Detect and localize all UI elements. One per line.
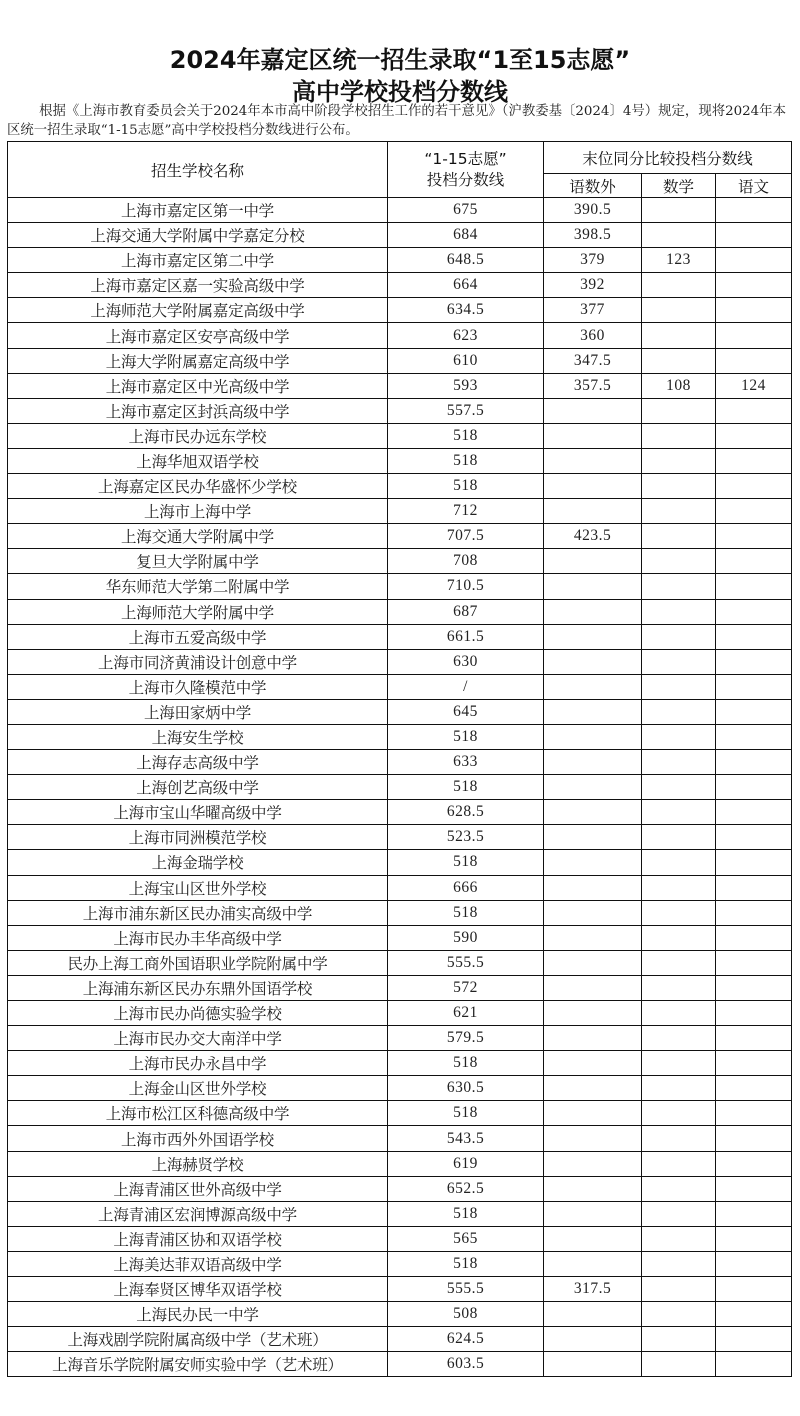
score-cell: 684 bbox=[388, 223, 544, 248]
table-row bbox=[8, 524, 792, 549]
score-cell: 687 bbox=[388, 599, 544, 624]
school-name-cell: 上海宝山区世外学校 bbox=[8, 875, 388, 900]
table-row bbox=[8, 1001, 792, 1026]
score-cell: 664 bbox=[388, 273, 544, 298]
math-cell: 108 bbox=[642, 373, 716, 398]
chinese-cell bbox=[716, 649, 792, 674]
chinese-cell bbox=[716, 975, 792, 1000]
chinese-cell bbox=[716, 775, 792, 800]
school-name-cell: 上海存志高级中学 bbox=[8, 750, 388, 775]
math-cell bbox=[642, 1327, 716, 1352]
ysw-cell: 377 bbox=[544, 298, 642, 323]
ysw-cell bbox=[544, 1051, 642, 1076]
ysw-cell bbox=[544, 699, 642, 724]
ysw-cell bbox=[544, 423, 642, 448]
document-title-line2: 高中学校投档分数线 bbox=[292, 78, 508, 106]
ysw-cell bbox=[544, 850, 642, 875]
math-cell bbox=[642, 423, 716, 448]
math-cell bbox=[642, 1201, 716, 1226]
table-row bbox=[8, 825, 792, 850]
chinese-cell bbox=[716, 1352, 792, 1377]
school-name-cell: 上海市西外外国语学校 bbox=[8, 1126, 388, 1151]
intro-paragraph: 根据《上海市教育委员会关于2024年本市高中阶段学校招生工作的若干意见》（沪教委基〔2024〕4号）规定，现将2024年本区统一招生录取“1-15志愿”高中学校投档分数线进行公布。 bbox=[7, 104, 786, 138]
table-row bbox=[8, 1151, 792, 1176]
math-cell bbox=[642, 298, 716, 323]
ysw-cell bbox=[544, 950, 642, 975]
table-row bbox=[8, 398, 792, 423]
score-cell: 518 bbox=[388, 850, 544, 875]
header-tiebreak-group: 末位同分比较投档分数线 bbox=[544, 142, 792, 174]
math-cell bbox=[642, 900, 716, 925]
ysw-cell bbox=[544, 1076, 642, 1101]
school-name-cell: 上海市同洲模范学校 bbox=[8, 825, 388, 850]
school-name-cell: 上海市嘉定区封浜高级中学 bbox=[8, 398, 388, 423]
score-cell: 630.5 bbox=[388, 1076, 544, 1101]
math-cell bbox=[642, 223, 716, 248]
chinese-cell bbox=[716, 1201, 792, 1226]
table-row bbox=[8, 223, 792, 248]
math-cell: 123 bbox=[642, 248, 716, 273]
math-cell bbox=[642, 875, 716, 900]
school-name-cell: 上海市嘉定区第二中学 bbox=[8, 248, 388, 273]
math-cell bbox=[642, 273, 716, 298]
table-row bbox=[8, 724, 792, 749]
ysw-cell bbox=[544, 1001, 642, 1026]
score-cell: 518 bbox=[388, 474, 544, 499]
table-row bbox=[8, 1201, 792, 1226]
chinese-cell bbox=[716, 248, 792, 273]
score-cell: 712 bbox=[388, 499, 544, 524]
table-row bbox=[8, 925, 792, 950]
math-cell bbox=[642, 1302, 716, 1327]
chinese-cell bbox=[716, 323, 792, 348]
table-row bbox=[8, 323, 792, 348]
math-cell bbox=[642, 398, 716, 423]
table-row bbox=[8, 1277, 792, 1302]
ysw-cell: 357.5 bbox=[544, 373, 642, 398]
school-name-cell: 上海市嘉定区第一中学 bbox=[8, 198, 388, 223]
school-name-cell: 上海浦东新区民办东鼎外国语学校 bbox=[8, 975, 388, 1000]
score-cell: 666 bbox=[388, 875, 544, 900]
chinese-cell bbox=[716, 925, 792, 950]
chinese-cell bbox=[716, 875, 792, 900]
math-cell bbox=[642, 1251, 716, 1276]
school-name-cell: 民办上海工商外国语职业学院附属中学 bbox=[8, 950, 388, 975]
header-chinese: 语文 bbox=[716, 174, 792, 198]
math-cell bbox=[642, 599, 716, 624]
chinese-cell bbox=[716, 950, 792, 975]
score-cell: 518 bbox=[388, 423, 544, 448]
score-cell: 518 bbox=[388, 1201, 544, 1226]
score-cell: 518 bbox=[388, 1101, 544, 1126]
ysw-cell bbox=[544, 574, 642, 599]
score-cell: 543.5 bbox=[388, 1126, 544, 1151]
score-cell: 523.5 bbox=[388, 825, 544, 850]
table-row bbox=[8, 950, 792, 975]
table-row bbox=[8, 348, 792, 373]
table-row bbox=[8, 1026, 792, 1051]
table-row bbox=[8, 750, 792, 775]
math-cell bbox=[642, 1176, 716, 1201]
chinese-cell bbox=[716, 398, 792, 423]
score-cell: 634.5 bbox=[388, 298, 544, 323]
chinese-cell bbox=[716, 750, 792, 775]
score-cell: 633 bbox=[388, 750, 544, 775]
score-cell: 630 bbox=[388, 649, 544, 674]
table-row bbox=[8, 674, 792, 699]
header-ysw: 语数外 bbox=[544, 174, 642, 198]
ysw-cell bbox=[544, 975, 642, 1000]
chinese-cell bbox=[716, 574, 792, 599]
school-name-cell: 上海市嘉定区安亭高级中学 bbox=[8, 323, 388, 348]
math-cell bbox=[642, 950, 716, 975]
school-name-cell: 上海青浦区协和双语学校 bbox=[8, 1226, 388, 1251]
score-cell: 518 bbox=[388, 448, 544, 473]
ysw-cell: 423.5 bbox=[544, 524, 642, 549]
math-cell bbox=[642, 699, 716, 724]
score-cell: / bbox=[388, 674, 544, 699]
math-cell bbox=[642, 1352, 716, 1377]
ysw-cell bbox=[544, 724, 642, 749]
math-cell bbox=[642, 649, 716, 674]
ysw-cell: 317.5 bbox=[544, 1277, 642, 1302]
chinese-cell bbox=[716, 198, 792, 223]
math-cell bbox=[642, 1101, 716, 1126]
school-name-cell: 上海市久隆模范中学 bbox=[8, 674, 388, 699]
chinese-cell bbox=[716, 423, 792, 448]
math-cell bbox=[642, 1076, 716, 1101]
ysw-cell bbox=[544, 649, 642, 674]
chinese-cell bbox=[716, 474, 792, 499]
ysw-cell bbox=[544, 1201, 642, 1226]
document-title-line1: 2024年嘉定区统一招生录取“1至15志愿” bbox=[169, 46, 631, 74]
ysw-cell: 360 bbox=[544, 323, 642, 348]
chinese-cell bbox=[716, 1251, 792, 1276]
math-cell bbox=[642, 750, 716, 775]
table-row bbox=[8, 549, 792, 574]
math-cell bbox=[642, 1051, 716, 1076]
math-cell bbox=[642, 1026, 716, 1051]
score-cell: 572 bbox=[388, 975, 544, 1000]
ysw-cell bbox=[544, 825, 642, 850]
score-cell: 518 bbox=[388, 1251, 544, 1276]
school-name-cell: 上海交通大学附属中学嘉定分校 bbox=[8, 223, 388, 248]
score-cell: 710.5 bbox=[388, 574, 544, 599]
ysw-cell: 392 bbox=[544, 273, 642, 298]
score-cell: 518 bbox=[388, 1051, 544, 1076]
table-row bbox=[8, 373, 792, 398]
school-name-cell: 上海市同济黄浦设计创意中学 bbox=[8, 649, 388, 674]
table-row bbox=[8, 1051, 792, 1076]
table-row bbox=[8, 900, 792, 925]
school-name-cell: 上海美达菲双语高级中学 bbox=[8, 1251, 388, 1276]
table-row bbox=[8, 248, 792, 273]
score-cell: 603.5 bbox=[388, 1352, 544, 1377]
score-cell: 555.5 bbox=[388, 1277, 544, 1302]
math-cell bbox=[642, 348, 716, 373]
table-row bbox=[8, 624, 792, 649]
school-name-cell: 上海市宝山华曜高级中学 bbox=[8, 800, 388, 825]
table-row bbox=[8, 474, 792, 499]
score-cell: 645 bbox=[388, 699, 544, 724]
ysw-cell bbox=[544, 1126, 642, 1151]
score-cell: 565 bbox=[388, 1226, 544, 1251]
ysw-cell bbox=[544, 775, 642, 800]
ysw-cell bbox=[544, 398, 642, 423]
school-name-cell: 上海市民办尚德实验学校 bbox=[8, 1001, 388, 1026]
school-name-cell: 上海金瑞学校 bbox=[8, 850, 388, 875]
table-row bbox=[8, 1076, 792, 1101]
chinese-cell bbox=[716, 273, 792, 298]
table-row bbox=[8, 499, 792, 524]
chinese-cell bbox=[716, 223, 792, 248]
school-name-cell: 上海民办民一中学 bbox=[8, 1302, 388, 1327]
math-cell bbox=[642, 825, 716, 850]
chinese-cell bbox=[716, 1176, 792, 1201]
table-row bbox=[8, 423, 792, 448]
table-row bbox=[8, 699, 792, 724]
school-name-cell: 上海安生学校 bbox=[8, 724, 388, 749]
chinese-cell bbox=[716, 524, 792, 549]
ysw-cell bbox=[544, 925, 642, 950]
ysw-cell bbox=[544, 1251, 642, 1276]
school-name-cell: 上海市松江区科德高级中学 bbox=[8, 1101, 388, 1126]
score-cell: 518 bbox=[388, 775, 544, 800]
table-row bbox=[8, 875, 792, 900]
math-cell bbox=[642, 574, 716, 599]
chinese-cell bbox=[716, 1277, 792, 1302]
chinese-cell bbox=[716, 499, 792, 524]
school-name-cell: 上海戏剧学院附属高级中学（艺术班） bbox=[8, 1327, 388, 1352]
school-name-cell: 上海创艺高级中学 bbox=[8, 775, 388, 800]
score-cell: 619 bbox=[388, 1151, 544, 1176]
chinese-cell bbox=[716, 699, 792, 724]
header-math: 数学 bbox=[642, 174, 716, 198]
math-cell bbox=[642, 1277, 716, 1302]
table-row bbox=[8, 599, 792, 624]
chinese-cell bbox=[716, 1327, 792, 1352]
school-name-cell: 上海田家炳中学 bbox=[8, 699, 388, 724]
math-cell bbox=[642, 775, 716, 800]
math-cell bbox=[642, 724, 716, 749]
table-row bbox=[8, 273, 792, 298]
math-cell bbox=[642, 524, 716, 549]
score-cell: 707.5 bbox=[388, 524, 544, 549]
school-name-cell: 复旦大学附属中学 bbox=[8, 549, 388, 574]
math-cell bbox=[642, 850, 716, 875]
school-name-cell: 上海师范大学附属嘉定高级中学 bbox=[8, 298, 388, 323]
table-row bbox=[8, 800, 792, 825]
score-cell: 624.5 bbox=[388, 1327, 544, 1352]
math-cell bbox=[642, 474, 716, 499]
score-cell: 708 bbox=[388, 549, 544, 574]
table-row bbox=[8, 574, 792, 599]
ysw-cell bbox=[544, 1026, 642, 1051]
table-row bbox=[8, 850, 792, 875]
ysw-cell bbox=[544, 599, 642, 624]
ysw-cell bbox=[544, 1327, 642, 1352]
score-cell: 579.5 bbox=[388, 1026, 544, 1051]
score-cell: 518 bbox=[388, 900, 544, 925]
table-row bbox=[8, 298, 792, 323]
chinese-cell bbox=[716, 1026, 792, 1051]
school-name-cell: 上海市嘉定区嘉一实验高级中学 bbox=[8, 273, 388, 298]
ysw-cell bbox=[544, 1151, 642, 1176]
chinese-cell bbox=[716, 599, 792, 624]
table-row bbox=[8, 1302, 792, 1327]
school-name-cell: 上海赫贤学校 bbox=[8, 1151, 388, 1176]
table-row bbox=[8, 775, 792, 800]
score-cell: 648.5 bbox=[388, 248, 544, 273]
ysw-cell bbox=[544, 900, 642, 925]
school-name-cell: 上海市民办丰华高级中学 bbox=[8, 925, 388, 950]
table-row bbox=[8, 1176, 792, 1201]
ysw-cell: 390.5 bbox=[544, 198, 642, 223]
table-row bbox=[8, 1352, 792, 1377]
score-cell: 675 bbox=[388, 198, 544, 223]
ysw-cell: 398.5 bbox=[544, 223, 642, 248]
chinese-cell bbox=[716, 1101, 792, 1126]
table-row bbox=[8, 649, 792, 674]
ysw-cell bbox=[544, 474, 642, 499]
math-cell bbox=[642, 800, 716, 825]
ysw-cell bbox=[544, 1302, 642, 1327]
score-cell: 610 bbox=[388, 348, 544, 373]
chinese-cell bbox=[716, 448, 792, 473]
score-cell: 661.5 bbox=[388, 624, 544, 649]
school-name-cell: 上海青浦区宏润博源高级中学 bbox=[8, 1201, 388, 1226]
school-name-cell: 华东师范大学第二附属中学 bbox=[8, 574, 388, 599]
score-cell: 590 bbox=[388, 925, 544, 950]
table-row bbox=[8, 1226, 792, 1251]
ysw-cell bbox=[544, 1101, 642, 1126]
school-name-cell: 上海市嘉定区中光高级中学 bbox=[8, 373, 388, 398]
chinese-cell bbox=[716, 1151, 792, 1176]
score-cell: 593 bbox=[388, 373, 544, 398]
chinese-cell bbox=[716, 549, 792, 574]
ysw-cell bbox=[544, 1176, 642, 1201]
math-cell bbox=[642, 323, 716, 348]
score-cell: 508 bbox=[388, 1302, 544, 1327]
school-name-cell: 上海市民办交大南洋中学 bbox=[8, 1026, 388, 1051]
ysw-cell bbox=[544, 499, 642, 524]
ysw-cell bbox=[544, 549, 642, 574]
table-row bbox=[8, 198, 792, 223]
math-cell bbox=[642, 1001, 716, 1026]
math-cell bbox=[642, 1151, 716, 1176]
math-cell bbox=[642, 674, 716, 699]
ysw-cell bbox=[544, 1352, 642, 1377]
score-cell: 628.5 bbox=[388, 800, 544, 825]
math-cell bbox=[642, 925, 716, 950]
table-row bbox=[8, 1327, 792, 1352]
table-row bbox=[8, 975, 792, 1000]
ysw-cell: 347.5 bbox=[544, 348, 642, 373]
score-cell: 621 bbox=[388, 1001, 544, 1026]
school-name-cell: 上海金山区世外学校 bbox=[8, 1076, 388, 1101]
school-name-cell: 上海大学附属嘉定高级中学 bbox=[8, 348, 388, 373]
math-cell bbox=[642, 499, 716, 524]
chinese-cell bbox=[716, 1302, 792, 1327]
school-name-cell: 上海市上海中学 bbox=[8, 499, 388, 524]
chinese-cell bbox=[716, 1226, 792, 1251]
chinese-cell bbox=[716, 825, 792, 850]
ysw-cell: 379 bbox=[544, 248, 642, 273]
math-cell bbox=[642, 549, 716, 574]
ysw-cell bbox=[544, 875, 642, 900]
math-cell bbox=[642, 198, 716, 223]
school-name-cell: 上海市五爱高级中学 bbox=[8, 624, 388, 649]
score-cell: 555.5 bbox=[388, 950, 544, 975]
score-cell: 518 bbox=[388, 724, 544, 749]
chinese-cell bbox=[716, 1051, 792, 1076]
chinese-cell bbox=[716, 1076, 792, 1101]
school-name-cell: 上海市民办永昌中学 bbox=[8, 1051, 388, 1076]
header-score-line2: 投档分数线 bbox=[426, 170, 505, 189]
chinese-cell bbox=[716, 1001, 792, 1026]
score-cell: 652.5 bbox=[388, 1176, 544, 1201]
chinese-cell bbox=[716, 1126, 792, 1151]
ysw-cell bbox=[544, 448, 642, 473]
score-table bbox=[7, 141, 792, 1377]
table-row bbox=[8, 1126, 792, 1151]
school-name-cell: 上海华旭双语学校 bbox=[8, 448, 388, 473]
school-name-cell: 上海音乐学院附属安师实验中学（艺术班） bbox=[8, 1352, 388, 1377]
ysw-cell bbox=[544, 624, 642, 649]
table-row bbox=[8, 448, 792, 473]
ysw-cell bbox=[544, 800, 642, 825]
math-cell bbox=[642, 1226, 716, 1251]
table-row bbox=[8, 1251, 792, 1276]
chinese-cell: 124 bbox=[716, 373, 792, 398]
header-school-name: 招生学校名称 bbox=[8, 142, 388, 198]
school-name-cell: 上海奉贤区博华双语学校 bbox=[8, 1277, 388, 1302]
school-name-cell: 上海市民办远东学校 bbox=[8, 423, 388, 448]
ysw-cell bbox=[544, 1226, 642, 1251]
score-cell: 623 bbox=[388, 323, 544, 348]
score-cell: 557.5 bbox=[388, 398, 544, 423]
header-score-line1: “1-15志愿” bbox=[424, 149, 507, 168]
header-score bbox=[388, 142, 544, 198]
school-name-cell: 上海青浦区世外高级中学 bbox=[8, 1176, 388, 1201]
chinese-cell bbox=[716, 348, 792, 373]
school-name-cell: 上海嘉定区民办华盛怀少学校 bbox=[8, 474, 388, 499]
school-name-cell: 上海交通大学附属中学 bbox=[8, 524, 388, 549]
chinese-cell bbox=[716, 674, 792, 699]
school-name-cell: 上海市浦东新区民办浦实高级中学 bbox=[8, 900, 388, 925]
chinese-cell bbox=[716, 298, 792, 323]
chinese-cell bbox=[716, 900, 792, 925]
school-name-cell: 上海师范大学附属中学 bbox=[8, 599, 388, 624]
chinese-cell bbox=[716, 850, 792, 875]
table-row bbox=[8, 1101, 792, 1126]
ysw-cell bbox=[544, 750, 642, 775]
ysw-cell bbox=[544, 674, 642, 699]
chinese-cell bbox=[716, 624, 792, 649]
math-cell bbox=[642, 448, 716, 473]
math-cell bbox=[642, 975, 716, 1000]
math-cell bbox=[642, 624, 716, 649]
math-cell bbox=[642, 1126, 716, 1151]
score-table-body bbox=[8, 198, 792, 1377]
chinese-cell bbox=[716, 800, 792, 825]
chinese-cell bbox=[716, 724, 792, 749]
